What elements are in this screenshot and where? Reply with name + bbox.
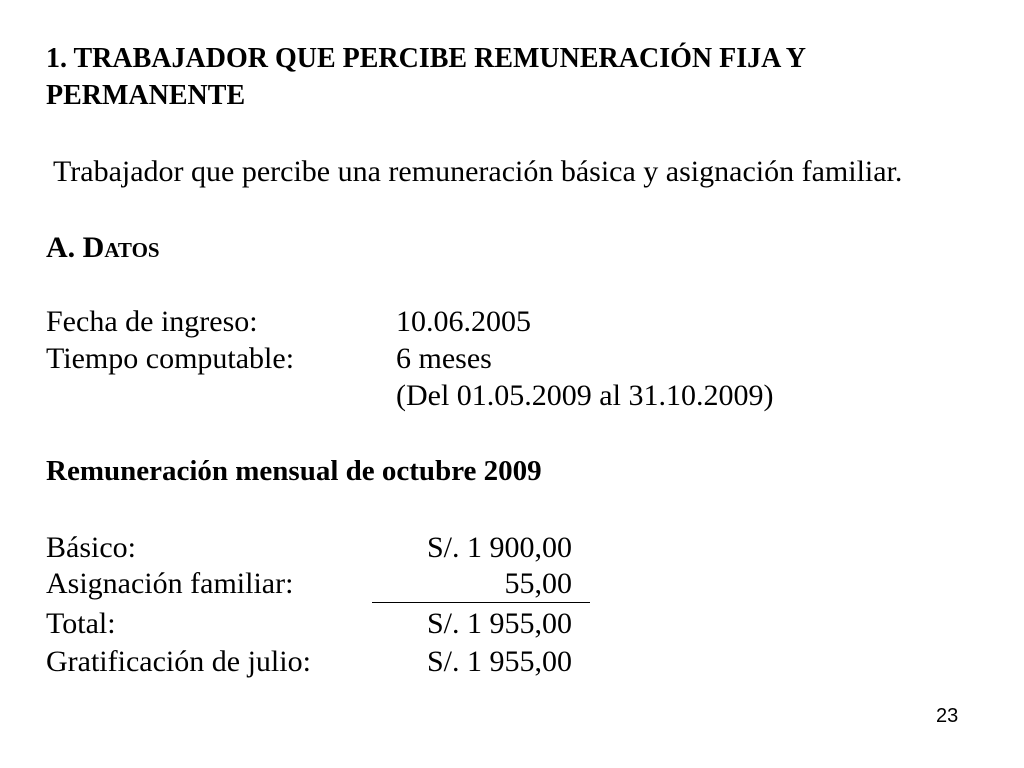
remuneracion-row-label: Asignación familiar: [46, 567, 294, 600]
datos-row-label: Fecha de ingreso: [46, 305, 258, 338]
page-number: 23 [936, 705, 959, 727]
slide-title: 1. TRABAJADOR QUE PERCIBE REMUNERACIÓN FIJA Y PERMANENTE [46, 43, 805, 111]
datos-row-label: Tiempo computable: [46, 342, 295, 375]
remuneracion-row-label: Gratificación de julio: [46, 645, 311, 678]
remuneracion-row-label: Total: [46, 607, 116, 640]
sum-divider [372, 602, 590, 603]
datos-subheading: A. Datos [46, 231, 160, 264]
remuneracion-row-label: Básico: [46, 531, 136, 564]
remuneracion-row-amount: S/. 1 900,00 [426, 531, 572, 564]
remuneracion-title: Remuneración mensual de octubre 2009 [46, 455, 542, 487]
datos-row-value: (Del 01.05.2009 al 31.10.2009) [396, 379, 774, 412]
remuneracion-row-amount: S/. 1 955,00 [426, 645, 572, 678]
intro-text: Trabajador que percibe una remuneración básica y asignación familiar. [53, 155, 903, 188]
datos-row-value: 6 meses [396, 342, 492, 375]
datos-row-value: 10.06.2005 [396, 305, 531, 338]
remuneracion-row-amount: 55,00 [504, 567, 572, 600]
remuneracion-row-amount: S/. 1 955,00 [426, 607, 572, 640]
